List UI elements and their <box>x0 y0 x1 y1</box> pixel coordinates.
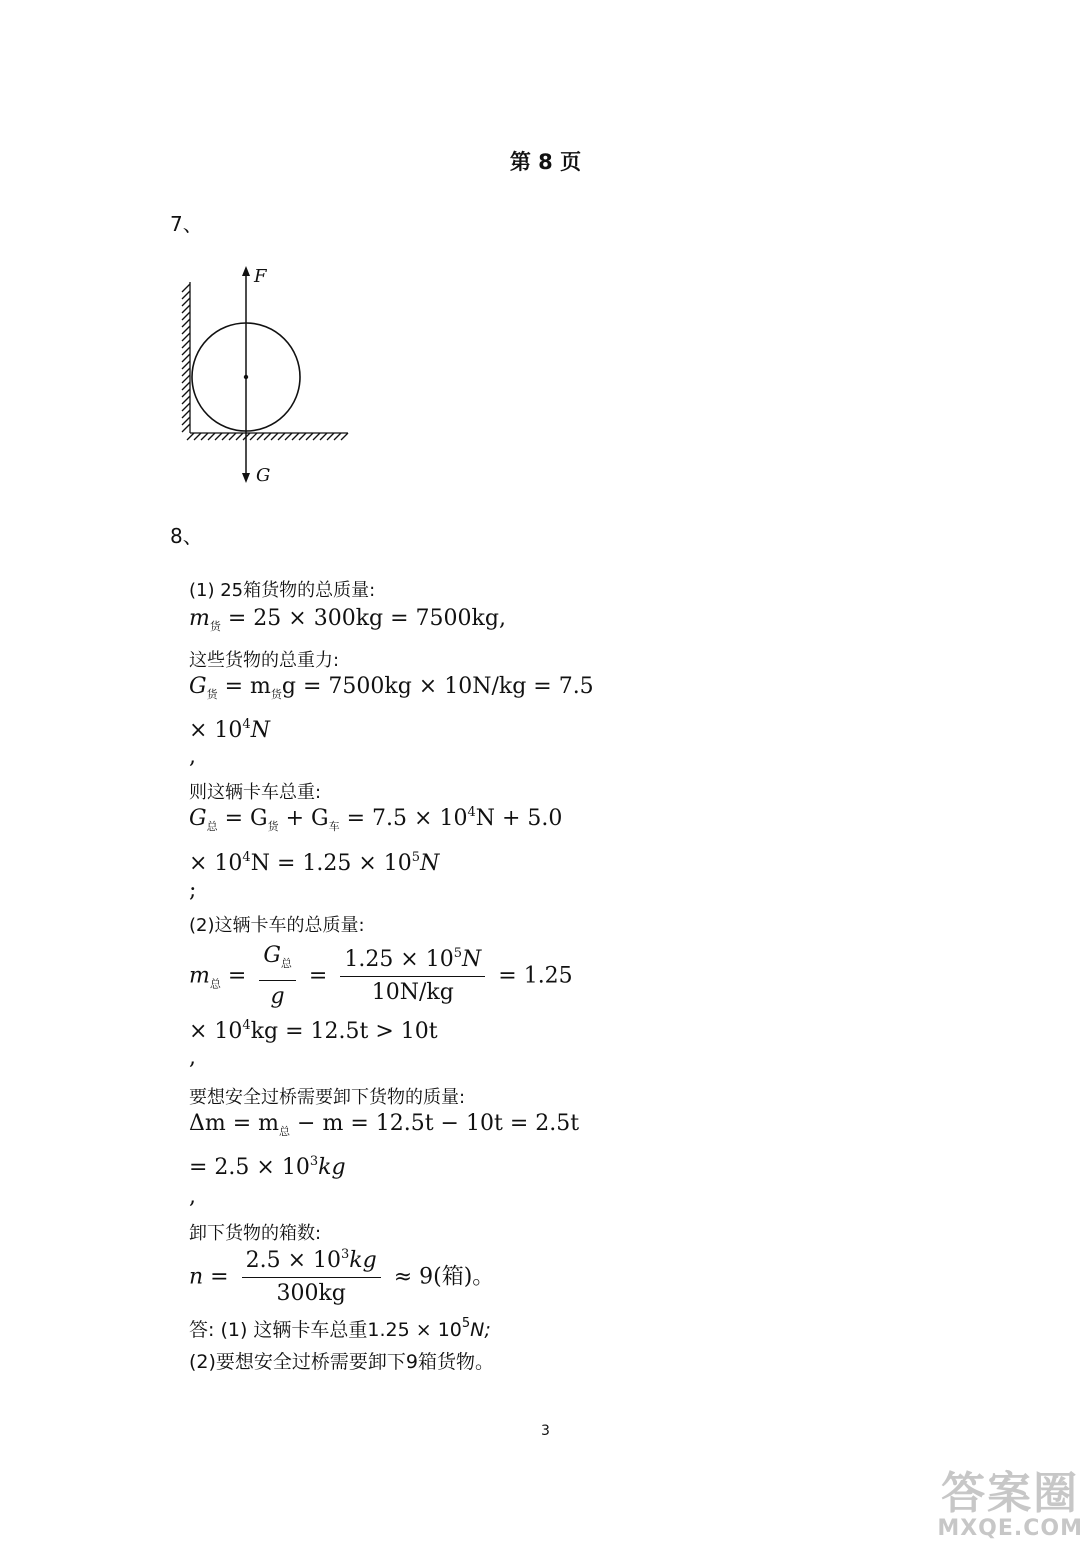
step4-equation: $m_总$ = $\frac{G_总}{g}$ = $\frac{1.25 \times 10^5N}{10N/kg}$ = 1.25 <box>189 940 573 1013</box>
fraction-mass-over-box: $\frac{2.5 \times 10^3kg}{300kg}$ <box>242 1245 381 1310</box>
watermark-line-2: MXQE.COM <box>937 1516 1083 1541</box>
step1-equation: $m_货 = 25 \times 300kg = 7500kg$, <box>189 606 506 633</box>
step6-text: 卸下货物的箱数: <box>189 1223 322 1244</box>
step5-equation-cont: = $2.5 \times 10^3kg$ <box>189 1154 346 1180</box>
force-f-label: F <box>254 266 267 287</box>
question-8-number: 8、 <box>170 524 203 548</box>
step2-equation-cont: × $10^4N$ <box>189 717 270 743</box>
step1-text: (1) 25箱货物的总质量: <box>189 580 376 601</box>
fraction-weight-over-g: $\frac{1.25 \times 10^5N}{10N/kg}$ <box>340 944 485 1009</box>
step2-equation: $G_货 = m_货g = 7500kg \times 10N/kg = 7.5$ <box>189 674 594 701</box>
wall-hatching <box>182 282 348 440</box>
fraction-g-over-g: $\frac{G_总}{g}$ <box>259 940 296 1013</box>
step3-text: 则这辆卡车总重: <box>189 782 322 803</box>
question-7-number: 7、 <box>170 212 203 236</box>
force-g-label: G <box>256 465 271 486</box>
step2-text: 这些货物的总重力: <box>189 650 340 671</box>
punct-comma: , <box>189 1045 196 1070</box>
step5-text: 要想安全过桥需要卸下货物的质量: <box>189 1087 466 1108</box>
page-number: 3 <box>541 1423 550 1439</box>
answer-line-1: 答: (1) 这辆卡车总重$1.25 \times 10^5N$; <box>189 1316 491 1341</box>
step4-text: (2)这辆卡车的总质量: <box>189 915 365 936</box>
watermark-logo <box>937 1470 1083 1540</box>
step4-equation-cont: × $10^4kg = 12.5t > 10t$ <box>189 1018 438 1044</box>
force-diagram <box>170 258 370 493</box>
step3-equation-cont: × $10^4N = 1.25 \times 10^5N$ <box>189 850 440 876</box>
answer-line-2: (2)要想安全过桥需要卸下9箱货物。 <box>189 1351 495 1373</box>
punct-semicolon: ; <box>189 878 197 903</box>
step6-equation: n = $\frac{2.5 \times 10^3kg}{300kg}$ ≈ 9(箱)。 <box>189 1245 494 1310</box>
page-title: 第 8 页 <box>509 150 582 174</box>
watermark-line-1: 答案圈 <box>941 1468 1080 1519</box>
step3-equation: $G_总 = G_货 + G_车 = 7.5 \times 10^4N + 5.0$ <box>189 805 563 833</box>
step5-equation: $\Delta m = m_总 - m = 12.5t - 10t = 2.5t$ <box>189 1111 580 1138</box>
punct-comma: , <box>189 1184 196 1209</box>
punct-comma: , <box>189 744 196 769</box>
